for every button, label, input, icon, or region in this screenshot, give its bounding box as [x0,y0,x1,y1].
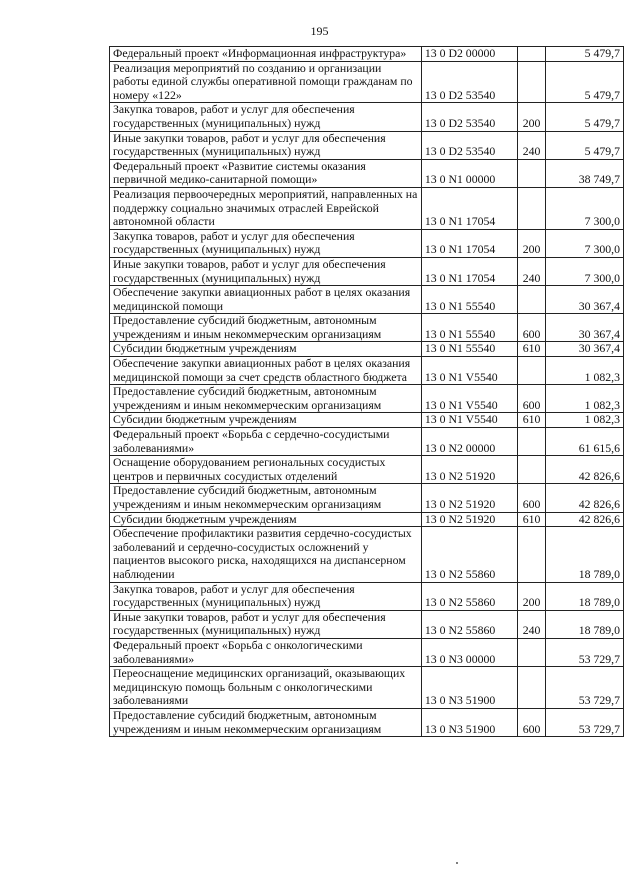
row-csr-code-cell: 13 0 N1 V5540 [421,385,518,413]
row-amount-cell: 1 082,3 [545,385,623,413]
table-row [110,314,624,342]
row-name-cell: Субсидии бюджетным учреждениям [110,512,422,527]
row-amount-cell: 1 082,3 [545,413,623,428]
table-row [110,667,624,709]
row-expense-type-cell [518,286,545,314]
row-name-cell: Реализация мероприятий по созданию и организации работы единой службы оперативной помощи гражданам по номеру «122» [110,61,422,103]
table-row [110,131,624,159]
row-csr-code-cell: 13 0 N3 00000 [421,638,518,666]
row-expense-type-cell: 600 [518,484,545,512]
row-amount-cell: 53 729,7 [545,638,623,666]
row-amount-cell: 30 367,4 [545,314,623,342]
row-name-cell: Федеральный проект «Борьба с онкологическими заболеваниями» [110,638,422,666]
row-name-cell: Федеральный проект «Борьба с сердечно-сосудистыми заболеваниями» [110,428,422,456]
table-row [110,47,624,62]
row-expense-type-cell: 200 [518,103,545,131]
row-name-cell: Закупка товаров, работ и услуг для обеспечения государственных (муниципальных) нужд [110,229,422,257]
row-expense-type-cell [518,527,545,582]
table-row [110,385,624,413]
table-row [110,103,624,131]
row-expense-type-cell: 240 [518,131,545,159]
table-row [110,512,624,527]
row-name-cell: Закупка товаров, работ и услуг для обеспечения государственных (муниципальных) нужд [110,582,422,610]
row-name-cell: Реализация первоочередных мероприятий, направленных на поддержку социально значимых отраслей Еврейской автономной области [110,187,422,229]
row-name-cell: Субсидии бюджетным учреждениям [110,342,422,357]
table-row [110,484,624,512]
table-row [110,708,624,736]
row-amount-cell: 5 479,7 [545,47,623,62]
row-name-cell: Переоснащение медицинских организаций, оказывающих медицинскую помощь больным с онкологическими заболеваниями [110,667,422,709]
table-row [110,61,624,103]
row-expense-type-cell [518,47,545,62]
row-amount-cell: 7 300,0 [545,187,623,229]
scan-dot [456,862,458,864]
row-amount-cell: 53 729,7 [545,708,623,736]
row-expense-type-cell: 610 [518,413,545,428]
row-amount-cell: 5 479,7 [545,131,623,159]
row-expense-type-cell [518,61,545,103]
row-name-cell: Предоставление субсидий бюджетным, автономным учреждениям и иным некоммерческим организациям [110,708,422,736]
row-csr-code-cell: 13 0 N1 00000 [421,159,518,187]
row-expense-type-cell: 610 [518,342,545,357]
row-name-cell: Федеральный проект «Информационная инфраструктура» [110,47,422,62]
row-expense-type-cell [518,187,545,229]
row-expense-type-cell [518,667,545,709]
row-name-cell: Обеспечение закупки авиационных работ в целях оказания медицинской помощи за счет средств областного бюджета [110,357,422,385]
table-row [110,257,624,285]
page-number: 195 [310,24,329,38]
table-row [110,428,624,456]
row-expense-type-cell [518,638,545,666]
row-csr-code-cell: 13 0 N3 51900 [421,708,518,736]
row-name-cell: Иные закупки товаров, работ и услуг для обеспечения государственных (муниципальных) нужд [110,257,422,285]
row-csr-code-cell: 13 0 N2 55860 [421,582,518,610]
row-name-cell: Иные закупки товаров, работ и услуг для обеспечения государственных (муниципальных) нужд [110,610,422,638]
row-name-cell: Обеспечение профилактики развития сердечно-сосудистых заболеваний и сердечно-сосудистых осложнений у пациентов высокого риска, находящихся на диспансерном наблюдении [110,527,422,582]
row-amount-cell: 53 729,7 [545,667,623,709]
row-expense-type-cell: 200 [518,229,545,257]
row-name-cell: Предоставление субсидий бюджетным, автономным учреждениям и иным некоммерческим организациям [110,484,422,512]
row-csr-code-cell: 13 0 N1 55540 [421,314,518,342]
row-csr-code-cell: 13 0 N1 55540 [421,286,518,314]
row-csr-code-cell: 13 0 D2 00000 [421,47,518,62]
row-amount-cell: 1 082,3 [545,357,623,385]
row-csr-code-cell: 13 0 N1 55540 [421,342,518,357]
row-amount-cell: 61 615,6 [545,428,623,456]
row-expense-type-cell: 600 [518,314,545,342]
row-name-cell: Обеспечение закупки авиационных работ в целях оказания медицинской помощи [110,286,422,314]
row-amount-cell: 30 367,4 [545,286,623,314]
row-csr-code-cell: 13 0 N2 51920 [421,484,518,512]
row-name-cell: Закупка товаров, работ и услуг для обеспечения государственных (муниципальных) нужд [110,103,422,131]
table-row [110,342,624,357]
row-csr-code-cell: 13 0 D2 53540 [421,103,518,131]
row-csr-code-cell: 13 0 N1 17054 [421,187,518,229]
table-row [110,456,624,484]
row-expense-type-cell [518,357,545,385]
row-csr-code-cell: 13 0 D2 53540 [421,61,518,103]
row-amount-cell: 18 789,0 [545,582,623,610]
row-csr-code-cell: 13 0 N2 55860 [421,527,518,582]
row-csr-code-cell: 13 0 N3 51900 [421,667,518,709]
row-name-cell: Предоставление субсидий бюджетным, автономным учреждениям и иным некоммерческим организациям [110,314,422,342]
row-expense-type-cell: 200 [518,582,545,610]
table-row [110,286,624,314]
row-expense-type-cell: 600 [518,385,545,413]
row-name-cell: Субсидии бюджетным учреждениям [110,413,422,428]
row-amount-cell: 38 749,7 [545,159,623,187]
row-csr-code-cell: 13 0 D2 53540 [421,131,518,159]
row-name-cell: Федеральный проект «Развитие системы оказания первичной медико-санитарной помощи» [110,159,422,187]
row-expense-type-cell [518,456,545,484]
row-amount-cell: 5 479,7 [545,103,623,131]
row-expense-type-cell: 240 [518,610,545,638]
table-row [110,229,624,257]
row-amount-cell: 42 826,6 [545,484,623,512]
table-row [110,638,624,666]
row-expense-type-cell: 240 [518,257,545,285]
row-name-cell: Предоставление субсидий бюджетным, автономным учреждениям и иным некоммерческим организациям [110,385,422,413]
row-name-cell: Оснащение оборудованием региональных сосудистых центров и первичных сосудистых отделений [110,456,422,484]
table-row [110,413,624,428]
row-expense-type-cell: 600 [518,708,545,736]
row-amount-cell: 30 367,4 [545,342,623,357]
row-csr-code-cell: 13 0 N1 17054 [421,229,518,257]
table-row [110,527,624,582]
row-csr-code-cell: 13 0 N2 00000 [421,428,518,456]
row-amount-cell: 42 826,6 [545,456,623,484]
row-amount-cell: 18 789,0 [545,527,623,582]
budget-table [109,46,624,737]
table-row [110,357,624,385]
row-amount-cell: 18 789,0 [545,610,623,638]
row-amount-cell: 7 300,0 [545,257,623,285]
row-csr-code-cell: 13 0 N2 51920 [421,512,518,527]
row-csr-code-cell: 13 0 N2 55860 [421,610,518,638]
budget-table-body [110,47,624,737]
row-expense-type-cell: 610 [518,512,545,527]
row-expense-type-cell [518,159,545,187]
row-amount-cell: 42 826,6 [545,512,623,527]
row-expense-type-cell [518,428,545,456]
row-amount-cell: 7 300,0 [545,229,623,257]
table-row [110,610,624,638]
row-csr-code-cell: 13 0 N1 V5540 [421,413,518,428]
row-amount-cell: 5 479,7 [545,61,623,103]
row-csr-code-cell: 13 0 N2 51920 [421,456,518,484]
row-name-cell: Иные закупки товаров, работ и услуг для обеспечения государственных (муниципальных) нужд [110,131,422,159]
row-csr-code-cell: 13 0 N1 17054 [421,257,518,285]
table-row [110,187,624,229]
row-csr-code-cell: 13 0 N1 V5540 [421,357,518,385]
table-row [110,582,624,610]
table-row [110,159,624,187]
